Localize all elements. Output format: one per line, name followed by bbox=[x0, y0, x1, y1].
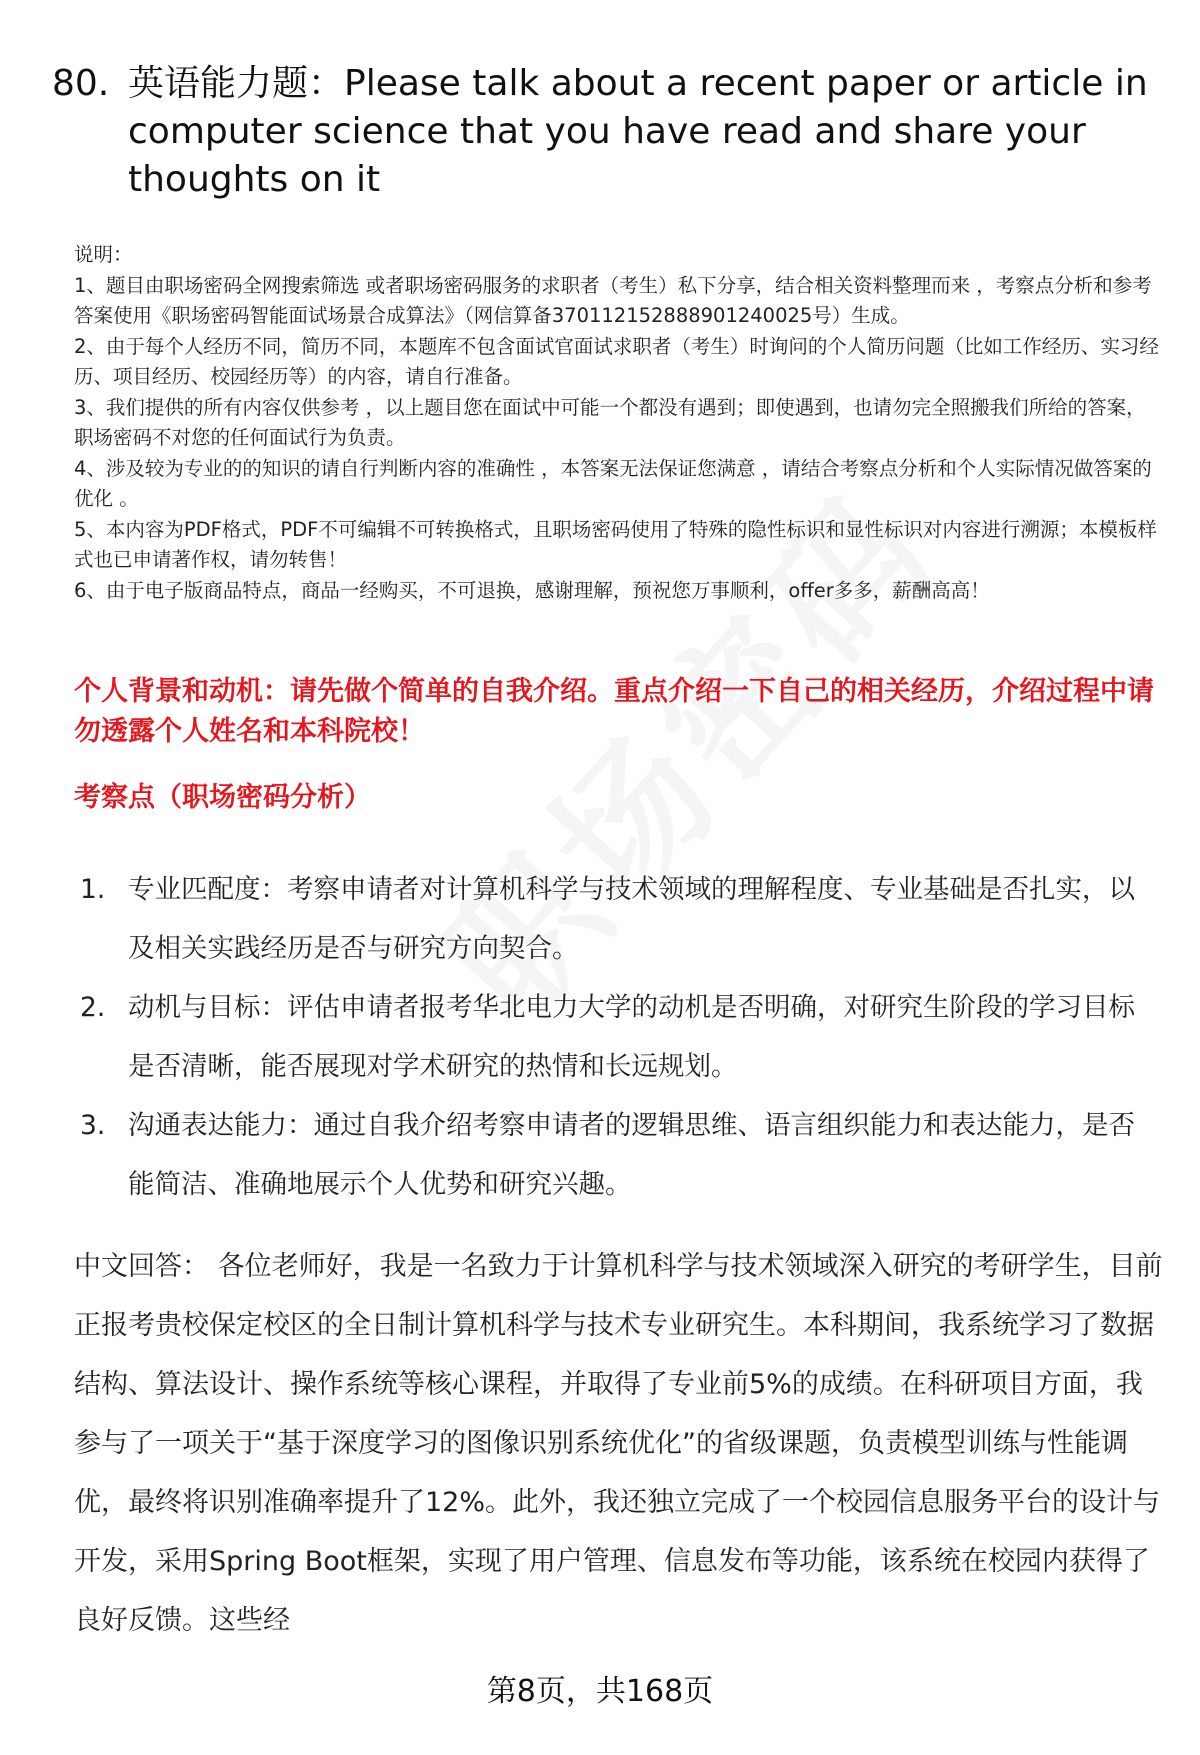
question-text: 英语能力题：Please talk about a recent paper or article in computer science that you have read and share your thoughts on it bbox=[128, 63, 1148, 200]
list-item-text: 沟通表达能力：通过自我介绍考察申请者的逻辑思维、语言组织能力和表达能力，是否能简洁、准确地展示个人优势和研究兴趣。 bbox=[128, 1110, 1135, 1200]
list-item-number: 3. bbox=[80, 1110, 106, 1141]
note-item: 1、题目由职场密码全网搜索筛选 或者职场密码服务的求职者（考生）私下分享，结合相关资料整理而来 ，考察点分析和参考答案使用《职场密码智能面试场景合成算法》（网信算备370112152888901240025号）生成。 bbox=[74, 273, 1152, 327]
list-item-text: 动机与目标：评估申请者报考华北电力大学的动机是否明确，对研究生阶段的学习目标是否清晰，能否展现对学术研究的热情和长远规划。 bbox=[128, 992, 1135, 1082]
question-title bbox=[52, 60, 1152, 204]
note-item: 4、涉及较为专业的的知识的请自行判断内容的准确性 ，本答案无法保证您满意 ，请结合考察点分析和个人实际情况做答案的优化 。 bbox=[74, 456, 1152, 510]
note-item: 3、我们提供的所有内容仅供参考 ，以上题目您在面试中可能一个都没有遇到；即使遇到，也请勿完全照搬我们所给的答案，职场密码不对您的任何面试行为负责。 bbox=[74, 395, 1146, 449]
note-item: 6、由于电子版商品特点，商品一经购买，不可退换，感谢理解，预祝您万事顺利，offer多多，薪酬高高！ bbox=[74, 578, 990, 602]
note-item: 5、本内容为PDF格式，PDF不可编辑不可转换格式，且职场密码使用了特殊的隐性标识和显性标识对内容进行溯源；本模板样式也已申请著作权，请勿转售！ bbox=[74, 517, 1157, 571]
list-item-text: 专业匹配度：考察申请者对计算机科学与技术领域的理解程度、专业基础是否扎实，以及相关实践经历是否与研究方向契合。 bbox=[128, 874, 1135, 964]
analysis-heading: 考察点（职场密码分析） bbox=[74, 782, 371, 813]
list-item bbox=[80, 1096, 1160, 1214]
background-prompt: 个人背景和动机：请先做个简单的自我介绍。重点介绍一下自己的相关经历，介绍过程中请勿透露个人姓名和本科院校！ bbox=[74, 676, 1154, 747]
page-footer: 第8页，共168页 bbox=[486, 1674, 714, 1709]
list-item-number: 1. bbox=[80, 874, 106, 905]
chinese-answer: 中文回答： 各位老师好，我是一名致力于计算机科学与技术领域深入研究的考研学生，目前正报考贵校保定校区的全日制计算机科学与技术专业研究生。本科期间，我系统学习了数据结构、算法设计、操作系统等核心课程，并取得了专业前5%的成绩。在科研项目方面，我参与了一项关于“基于深度学习的图像识别系统优化”的省级课题，负责模型训练与性能调优，最终将识别准确率提升了12%。此外，我还独立完成了一个校园信息服务平台的设计与开发，采用Spring Boot框架，实现了用户管理、信息发布等功能，该系统在校园内获得了良好反馈。这些经 bbox=[74, 1251, 1163, 1636]
list-item bbox=[80, 978, 1160, 1096]
list-item-number: 2. bbox=[80, 992, 106, 1023]
list-item bbox=[80, 860, 1160, 978]
analysis-points bbox=[80, 860, 1160, 1214]
disclaimer-notes bbox=[74, 240, 1164, 606]
question-number: 80. bbox=[52, 63, 110, 104]
notes-title: 说明： bbox=[74, 243, 133, 266]
note-item: 2、由于每个人经历不同，简历不同，本题库不包含面试官面试求职者（考生）时询问的个人简历问题（比如工作经历、实习经历、项目经历、校园经历等）的内容，请自行准备。 bbox=[74, 334, 1159, 388]
